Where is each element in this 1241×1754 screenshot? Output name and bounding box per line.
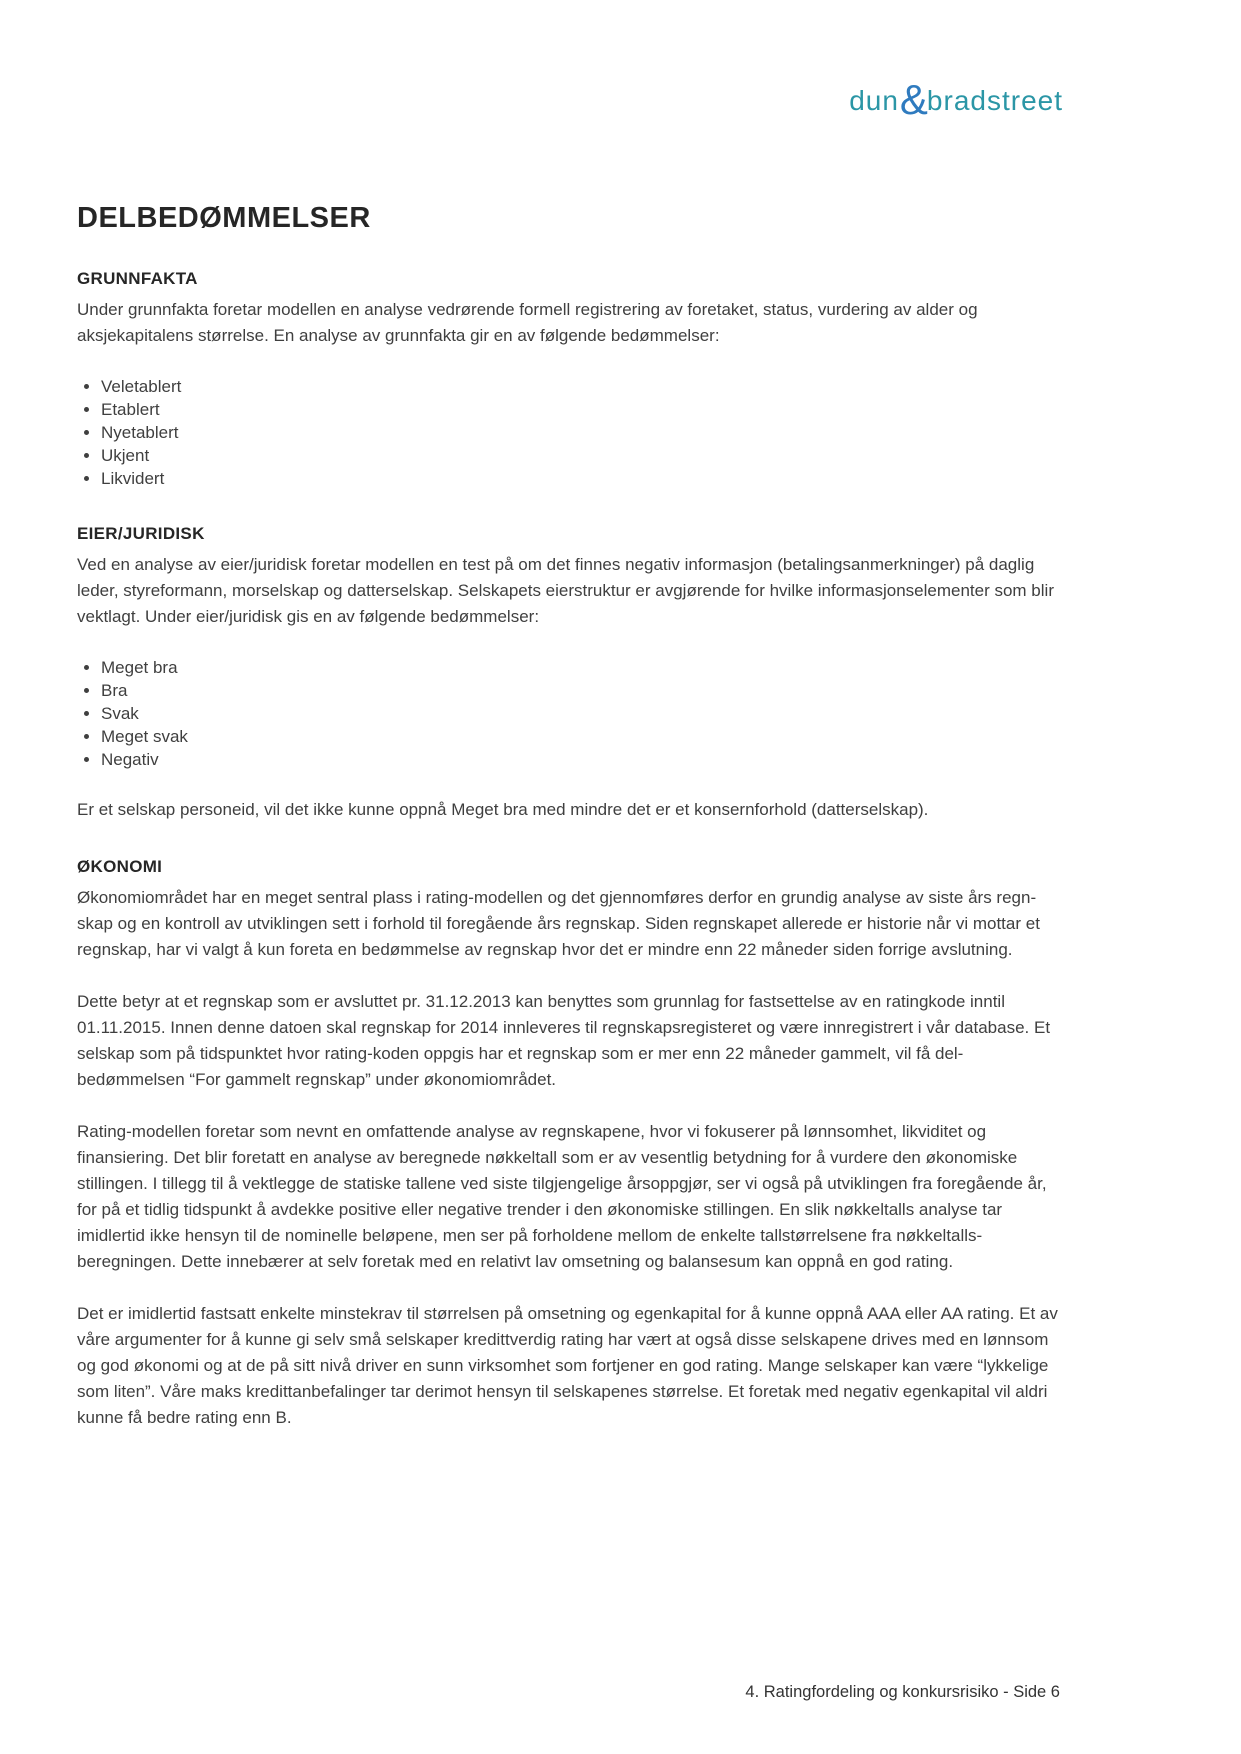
section-grunnfakta bbox=[77, 269, 1062, 490]
section-okonomi bbox=[77, 857, 1062, 1431]
list-item: • Svak bbox=[101, 702, 1062, 725]
document-content bbox=[77, 202, 1062, 1431]
grunnfakta-bullet-list bbox=[77, 375, 1062, 490]
logo-text-dun: dun bbox=[849, 85, 899, 116]
page-footer: 4. Ratingfordeling og konkursrisiko - Side 6 bbox=[745, 1683, 1060, 1701]
logo-ampersand-icon: & bbox=[899, 76, 928, 123]
list-item: • Etablert bbox=[101, 398, 1062, 421]
body-paragraph: Rating-modellen foretar som nevnt en omfattende analyse av regnskapene, hvor vi fokuserer på lønnsomhet, likviditet og finansiering. Det blir foretatt en analyse av beregnede nøkkeltall som er av vesentlig betydning for å vurdere den økonomiske stillingen. I tillegg til å vektlegge de statiske tallene ved siste tilgjengelige årsoppgjør, ser vi også på utviklingen fra foregående år, for på et tidlig tidspunkt å avdekke positive eller negative trender i den økonomiske stillingen. En slik nøkkeltalls analyse tar imidlertid ikke hensyn til de nominelle beløpene, men ser på forholdene mellom de enkelte tallstørrelsene fra nøkkeltalls- beregningen. Dette innebærer at selv foretak med en relativt lav omsetning og balansesum kan oppnå en god rating. bbox=[77, 1122, 1047, 1271]
list-item: • Likvidert bbox=[101, 467, 1062, 490]
section-heading-okonomi: ØKONOMI bbox=[77, 857, 163, 876]
list-item: • Nyetablert bbox=[101, 421, 1062, 444]
page-title: DELBEDØMMELSER bbox=[77, 202, 371, 234]
list-item: • Negativ bbox=[101, 748, 1062, 771]
list-item: • Meget svak bbox=[101, 725, 1062, 748]
body-paragraph: Dette betyr at et regnskap som er avsluttet pr. 31.12.2013 kan benyttes som grunnlag for fastsettelse av en ratingkode inntil 01.11.2015. Innen denne datoen skal regnskap for 2014 innleveres til regnskapsregisteret og være innregistrert i vår database. Et selskap som på tidspunktet hvor rating-koden oppgis har et regnskap som er mer enn 22 måneder gammelt, vil få del- bedømmelsen “For gammelt regnskap” under økonomiområdet. bbox=[77, 992, 1051, 1089]
body-paragraph: Økonomiområdet har en meget sentral plass i rating-modellen og det gjennomføres derfor en grundig analyse av siste års regn- skap og en kontroll av utviklingen sett i forhold til foregående års regnskap. Siden regnskapet allerede er historie når vi mottar et regnskap, har vi valgt å kun foreta en bedømmelse av regnskap hvor det er mindre enn 22 måneder siden forrige avslutning. bbox=[77, 888, 1040, 959]
section-heading-grunnfakta: GRUNNFAKTA bbox=[77, 269, 198, 288]
section-note: Er et selskap personeid, vil det ikke kunne oppnå Meget bra med mindre det er et konsernforhold (datterselskap). bbox=[77, 800, 929, 819]
list-item: • Bra bbox=[101, 679, 1062, 702]
eier-juridisk-bullet-list bbox=[77, 656, 1062, 771]
list-item: • Meget bra bbox=[101, 656, 1062, 679]
section-intro: Ved en analyse av eier/juridisk foretar modellen en test på om det finnes negativ informasjon (betalingsanmerkninger) på daglig leder, styreformann, morselskap og datterselskap. Selskapets eierstruktur er avgjørende for hvilke informasjonselementer som blir vektlagt. Under eier/juridisk gis en av følgende bedømmelser: bbox=[77, 555, 1054, 626]
logo-text-bradstreet: bradstreet bbox=[926, 85, 1063, 116]
section-heading-eier-juridisk: EIER/JURIDISK bbox=[77, 524, 205, 543]
header bbox=[0, 0, 1063, 123]
dun-bradstreet-logo bbox=[849, 72, 1063, 123]
list-item: • Veletablert bbox=[101, 375, 1062, 398]
section-intro: Under grunnfakta foretar modellen en analyse vedrørende formell registrering av foretaket, status, vurdering av alder og aksjekapitalens størrelse. En analyse av grunnfakta gir en av følgende bedømmelser: bbox=[77, 300, 978, 345]
list-item: • Ukjent bbox=[101, 444, 1062, 467]
section-eier-juridisk bbox=[77, 524, 1062, 823]
body-paragraph: Det er imidlertid fastsatt enkelte minstekrav til størrelsen på omsetning og egenkapital for å kunne oppnå AAA eller AA rating. Et av våre argumenter for å kunne gi selv små selskaper kredittverdig rating har vært at også disse selskapene drives med en lønnsom og god økonomi og at de på sitt nivå driver en sunn virksomhet som fortjener en god rating. Mange selskaper kan være “lykkelige som liten”. Våre maks kredittanbefalinger tar derimot hensyn til selskapenes størrelse. Et foretak med negativ egenkapital vil aldri kunne få bedre rating enn B. bbox=[77, 1304, 1058, 1427]
